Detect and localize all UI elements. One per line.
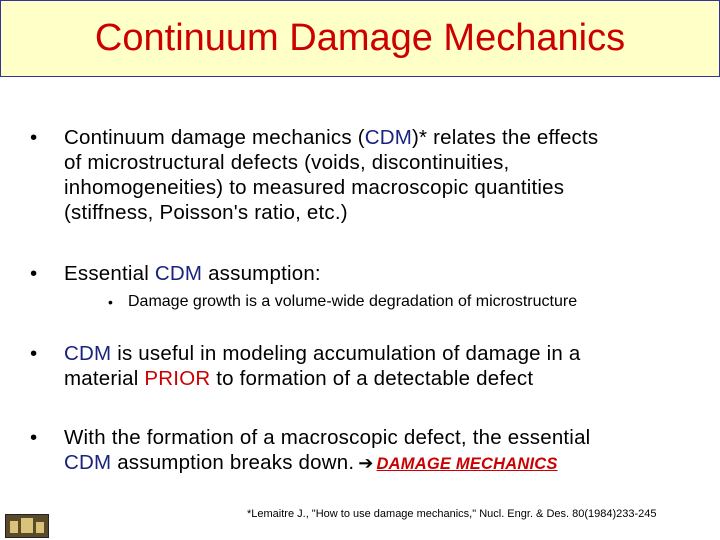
cdm-term: CDM bbox=[154, 262, 203, 285]
sub-bullet-text: Damage growth is a volume-wide degradation of microstructure bbox=[128, 293, 578, 310]
bullet-text: Essential bbox=[64, 262, 155, 285]
bullet-text: Continuum damage mechanics ( bbox=[64, 126, 365, 149]
prior-term: PRIOR bbox=[144, 367, 211, 390]
bullet-text: to formation of a detectable defect bbox=[210, 367, 534, 390]
bullet-text: assumption: bbox=[202, 262, 321, 285]
bullet-body bbox=[64, 341, 714, 391]
arrow-right-icon: ➔ bbox=[358, 453, 374, 473]
bullet-line: (stiffness, Poisson's ratio, etc.) bbox=[64, 201, 348, 224]
bullet-dot: • bbox=[30, 262, 38, 285]
bullet-dot: • bbox=[30, 342, 38, 365]
bullet-line: of microstructural defects (voids, discontinuities, bbox=[64, 151, 510, 174]
bullet-body bbox=[64, 425, 714, 477]
bullet-dot: • bbox=[30, 126, 38, 149]
cdm-term: CDM bbox=[64, 451, 112, 474]
bullet-line bbox=[64, 366, 714, 391]
bullet-line bbox=[64, 125, 714, 150]
cdm-term: CDM bbox=[64, 342, 112, 365]
slide-title: Continuum Damage Mechanics bbox=[94, 17, 626, 59]
footnote-citation: *Lemaitre J., "How to use damage mechanics," Nucl. Engr. & Des. 80(1984)233-245 bbox=[247, 508, 657, 520]
title-bar bbox=[0, 0, 720, 77]
bullet-line: With the formation of a macroscopic defect, the essential bbox=[64, 426, 591, 449]
bullet-body bbox=[64, 125, 714, 225]
cdm-term: CDM bbox=[364, 126, 413, 149]
university-logo-icon bbox=[5, 514, 49, 538]
bullet-text: is useful in modeling accumulation of damage in a bbox=[111, 342, 581, 365]
damage-mechanics-link[interactable]: DAMAGE MECHANICS bbox=[376, 455, 558, 473]
bullet-line: inhomogeneities) to measured macroscopic quantities bbox=[64, 176, 565, 199]
bullet-text: assumption breaks down. bbox=[111, 451, 355, 474]
bullet-dot: • bbox=[30, 426, 38, 449]
bullet-text: material bbox=[64, 367, 145, 390]
bullet-line bbox=[64, 341, 714, 366]
sub-bullet-dot: • bbox=[108, 294, 113, 310]
bullet-body bbox=[64, 261, 714, 286]
bullet-text: )* relates the effects bbox=[412, 126, 599, 149]
bullet-line bbox=[64, 450, 714, 477]
